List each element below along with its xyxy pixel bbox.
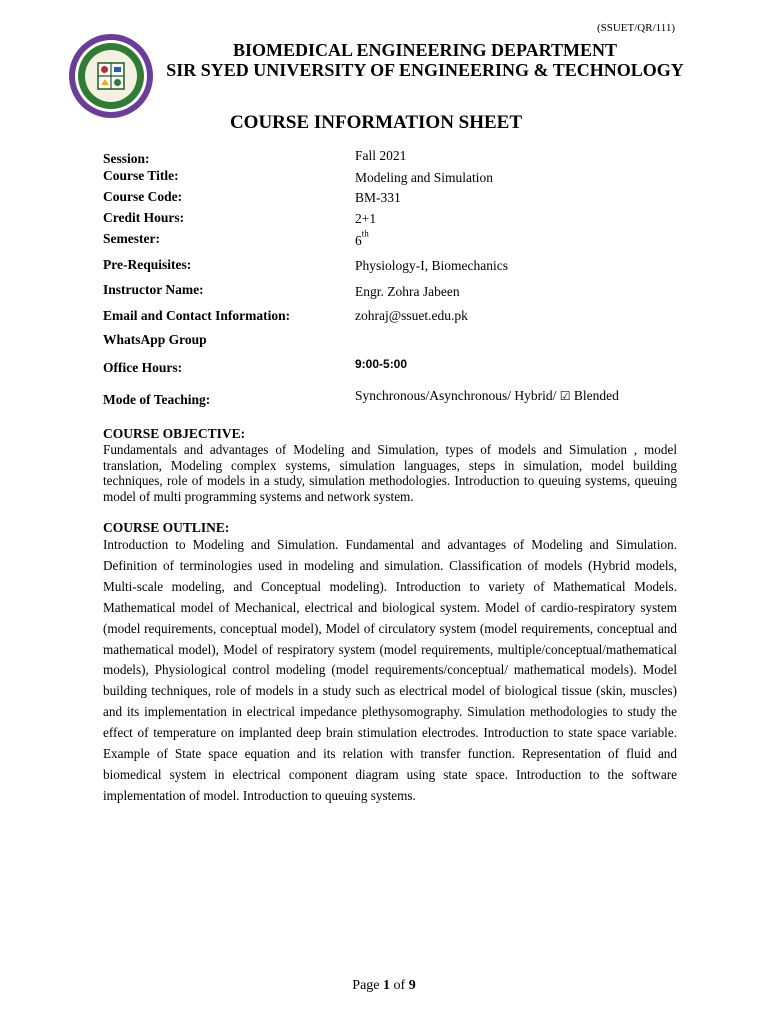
email-label: Email and Contact Information: — [103, 308, 291, 323]
page-word: Page — [352, 978, 384, 993]
sheet-title: COURSE INFORMATION SHEET — [229, 112, 523, 133]
checkbox-checked-icon: ☑ — [559, 389, 571, 403]
page-number — [0, 978, 768, 994]
mode-options: Synchronous/Asynchronous/ Hybrid/ — [355, 388, 560, 403]
course-objective-heading: COURSE OBJECTIVE: — [103, 426, 246, 441]
mode-selected: Blended — [570, 388, 619, 403]
credit-hours-label: Credit Hours: — [103, 210, 185, 225]
course-code-label: Course Code: — [103, 189, 183, 204]
course-outline-text: Introduction to Modeling and Simulation. Fundamental and advantages of Modeling and Simulation. Definition of terminologies used in modeling and simulation. Classification of models (Hybrid models, Multi-scale modeling, and Conceptual modeling). Introduction to variety of Mathematical Models. Mathematical model of Mechanical, electrical and biological system. Model of cardio-respiratory system (model requirements, conceptual model), Model of circulatory system (model requirements, conceptual and mathematical model), Model of respiratory system (model requirements, multiple/conceptual/mathematical models), Physiological control modeling (model requirements/conceptual/ mathematical models). Model building techniques, role of models in a study such as electrical model of biological tissue (skin, muscles) and its implementation in electrical impedance plethysomography. Simulation methodologies to study the effect of temperature on implanted deep brain stimulation electrodes. Introduction to state space variable. Example of State space equation and its relation with transfer function. Representation of fluid and biomedical system in electrical component diagram using state space. Introduction to the software implementation of model. Introduction to queuing systems. — [103, 537, 677, 803]
course-code-value: BM-331 — [355, 190, 401, 205]
course-objective-text: Fundamentals and advantages of Modeling and Simulation, types of models and Simulation , model translation, Modeling complex systems, simulation languages, steps in simulation, model building techniques, role of models in a study, simulation methodologies. Introduction to queuing systems, queuing model of multi programming systems and network system. — [103, 442, 677, 504]
semester-suffix: th — [361, 228, 369, 239]
mode-value — [355, 388, 619, 404]
office-hours-value: 9:00-5:00 — [355, 357, 408, 371]
email-value[interactable]: zohraj@ssuet.edu.pk — [355, 308, 468, 323]
session-value: Fall 2021 — [355, 148, 407, 163]
semester-value — [355, 230, 369, 246]
instructor-label: Instructor Name: — [103, 282, 204, 297]
page-total: 9 — [408, 978, 416, 993]
office-hours-label: Office Hours: — [103, 360, 183, 375]
department-name: BIOMEDICAL ENGINEERING DEPARTMENT — [232, 40, 618, 60]
course-title-label: Course Title: — [103, 168, 179, 183]
instructor-value: Engr. Zohra Jabeen — [355, 284, 460, 299]
course-outline-heading: COURSE OUTLINE: — [103, 520, 230, 535]
page-of: of — [390, 978, 409, 993]
whatsapp-label: WhatsApp Group — [103, 332, 207, 347]
semester-label: Semester: — [103, 231, 160, 246]
session-label: Session: — [103, 151, 150, 166]
mode-label: Mode of Teaching: — [103, 392, 211, 407]
prerequisites-value: Physiology-I, Biomechanics — [355, 258, 508, 273]
prerequisites-label: Pre-Requisites: — [103, 257, 192, 272]
credit-hours-value: 2+1 — [355, 211, 377, 226]
semester-number: 6 — [355, 233, 362, 248]
page-current: 1 — [383, 978, 391, 993]
course-title-value: Modeling and Simulation — [355, 170, 493, 185]
university-name: SIR SYED UNIVERSITY OF ENGINEERING & TECHNOLOGY — [166, 60, 684, 80]
university-logo — [68, 33, 154, 119]
document-reference: (SSUET/QR/111) — [596, 22, 675, 34]
